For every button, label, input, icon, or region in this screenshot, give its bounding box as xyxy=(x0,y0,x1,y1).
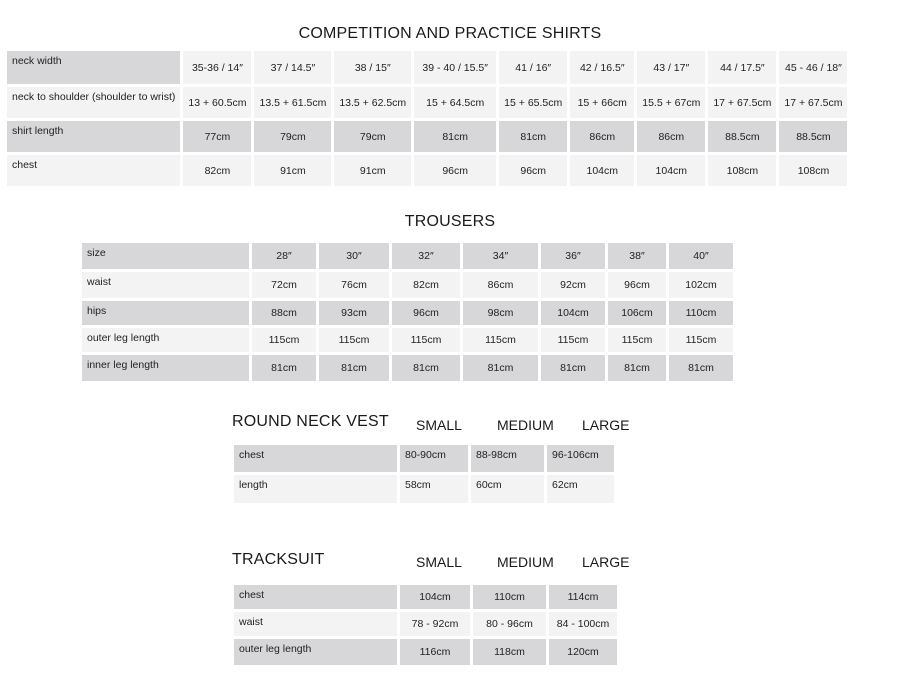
table-cell: 62cm xyxy=(547,475,614,503)
table-cell: 104cm xyxy=(570,155,634,186)
tracksuit-size-small: SMALL xyxy=(416,554,462,570)
table-row xyxy=(7,87,847,118)
table-cell: 13.5 + 61.5cm xyxy=(254,87,331,118)
row-label: chest xyxy=(234,445,397,472)
row-label: hips xyxy=(82,301,249,325)
trousers-table xyxy=(79,240,736,384)
table-cell: 81cm xyxy=(669,355,733,381)
table-cell: 81cm xyxy=(414,121,496,152)
table-cell: 115cm xyxy=(608,328,666,352)
table-cell: 15.5 + 67cm xyxy=(637,87,705,118)
table-cell: 115cm xyxy=(463,328,538,352)
table-cell: 104cm xyxy=(637,155,705,186)
table-cell: 81cm xyxy=(541,355,605,381)
table-cell: 91cm xyxy=(334,155,411,186)
table-row xyxy=(234,585,617,609)
vest-size-medium: MEDIUM xyxy=(497,417,554,433)
table-cell: 42 / 16.5″ xyxy=(570,51,634,84)
table-cell: 88.5cm xyxy=(779,121,847,152)
row-label: chest xyxy=(7,155,180,186)
table-row xyxy=(82,328,733,352)
table-cell: 120cm xyxy=(549,639,617,665)
row-label: size xyxy=(82,243,249,269)
table-cell: 93cm xyxy=(319,301,389,325)
table-cell: 15 + 65.5cm xyxy=(499,87,567,118)
table-cell: 81cm xyxy=(608,355,666,381)
table-cell: 110cm xyxy=(473,585,546,609)
shirts-table xyxy=(4,48,850,189)
table-cell: 82cm xyxy=(183,155,251,186)
table-row xyxy=(82,301,733,325)
table-cell: 96cm xyxy=(499,155,567,186)
table-row xyxy=(234,445,614,472)
table-cell: 28″ xyxy=(252,243,316,269)
table-cell: 116cm xyxy=(400,639,470,665)
tracksuit-size-large: LARGE xyxy=(582,554,630,570)
table-cell: 78 - 92cm xyxy=(400,612,470,636)
table-cell: 114cm xyxy=(549,585,617,609)
table-cell: 15 + 66cm xyxy=(570,87,634,118)
table-cell: 43 / 17″ xyxy=(637,51,705,84)
shirts-title: COMPETITION AND PRACTICE SHIRTS xyxy=(298,25,602,42)
vest-size-small: SMALL xyxy=(416,417,462,433)
table-cell: 81cm xyxy=(463,355,538,381)
table-cell: 13.5 + 62.5cm xyxy=(334,87,411,118)
table-cell: 88.5cm xyxy=(708,121,776,152)
table-cell: 106cm xyxy=(608,301,666,325)
table-cell: 37 / 14.5″ xyxy=(254,51,331,84)
table-cell: 72cm xyxy=(252,272,316,298)
table-cell: 91cm xyxy=(254,155,331,186)
table-row xyxy=(82,243,733,269)
table-row xyxy=(234,612,617,636)
table-cell: 102cm xyxy=(669,272,733,298)
table-cell: 96cm xyxy=(414,155,496,186)
row-label: chest xyxy=(234,585,397,609)
table-cell: 98cm xyxy=(463,301,538,325)
table-cell: 36″ xyxy=(541,243,605,269)
row-label: inner leg length xyxy=(82,355,249,381)
table-row xyxy=(7,155,847,186)
table-cell: 76cm xyxy=(319,272,389,298)
table-cell: 40″ xyxy=(669,243,733,269)
table-cell: 84 - 100cm xyxy=(549,612,617,636)
table-cell: 79cm xyxy=(254,121,331,152)
table-row xyxy=(234,639,617,665)
table-cell: 108cm xyxy=(708,155,776,186)
table-cell: 96-106cm xyxy=(547,445,614,472)
table-cell: 104cm xyxy=(400,585,470,609)
table-cell: 38 / 15″ xyxy=(334,51,411,84)
table-cell: 115cm xyxy=(392,328,460,352)
table-cell: 104cm xyxy=(541,301,605,325)
table-row xyxy=(82,355,733,381)
table-cell: 17 + 67.5cm xyxy=(708,87,776,118)
table-cell: 35-36 / 14″ xyxy=(183,51,251,84)
table-cell: 115cm xyxy=(541,328,605,352)
table-cell: 86cm xyxy=(463,272,538,298)
trousers-title: TROUSERS xyxy=(404,213,496,230)
table-cell: 79cm xyxy=(334,121,411,152)
table-cell: 108cm xyxy=(779,155,847,186)
table-cell: 81cm xyxy=(499,121,567,152)
tracksuit-title: TRACKSUIT xyxy=(232,551,325,568)
table-cell: 77cm xyxy=(183,121,251,152)
row-label: length xyxy=(234,475,397,503)
row-label: waist xyxy=(234,612,397,636)
vest-table xyxy=(231,442,617,506)
table-cell: 60cm xyxy=(471,475,544,503)
table-row xyxy=(7,51,847,84)
table-cell: 110cm xyxy=(669,301,733,325)
row-label: outer leg length xyxy=(234,639,397,665)
table-cell: 44 / 17.5″ xyxy=(708,51,776,84)
row-label: neck to shoulder (shoulder to wrist) xyxy=(7,87,180,118)
vest-title: ROUND NECK VEST xyxy=(232,413,389,430)
tracksuit-table xyxy=(231,582,620,668)
table-cell: 32″ xyxy=(392,243,460,269)
table-row xyxy=(234,475,614,503)
tracksuit-size-medium: MEDIUM xyxy=(497,554,554,570)
vest-size-large: LARGE xyxy=(582,417,630,433)
table-cell: 86cm xyxy=(570,121,634,152)
table-cell: 41 / 16″ xyxy=(499,51,567,84)
table-cell: 34″ xyxy=(463,243,538,269)
table-cell: 115cm xyxy=(252,328,316,352)
table-cell: 58cm xyxy=(400,475,468,503)
table-cell: 38″ xyxy=(608,243,666,269)
row-label: neck width xyxy=(7,51,180,84)
row-label: outer leg length xyxy=(82,328,249,352)
table-cell: 118cm xyxy=(473,639,546,665)
table-cell: 81cm xyxy=(319,355,389,381)
table-cell: 92cm xyxy=(541,272,605,298)
table-cell: 115cm xyxy=(319,328,389,352)
row-label: waist xyxy=(82,272,249,298)
table-cell: 80 - 96cm xyxy=(473,612,546,636)
table-cell: 88cm xyxy=(252,301,316,325)
table-row xyxy=(7,121,847,152)
table-cell: 39 - 40 / 15.5″ xyxy=(414,51,496,84)
table-cell: 96cm xyxy=(392,301,460,325)
table-cell: 82cm xyxy=(392,272,460,298)
table-cell: 86cm xyxy=(637,121,705,152)
table-cell: 81cm xyxy=(252,355,316,381)
table-cell: 15 + 64.5cm xyxy=(414,87,496,118)
table-cell: 80-90cm xyxy=(400,445,468,472)
table-cell: 30″ xyxy=(319,243,389,269)
table-cell: 88-98cm xyxy=(471,445,544,472)
table-cell: 96cm xyxy=(608,272,666,298)
table-row xyxy=(82,272,733,298)
table-cell: 115cm xyxy=(669,328,733,352)
table-cell: 81cm xyxy=(392,355,460,381)
table-cell: 17 + 67.5cm xyxy=(779,87,847,118)
row-label: shirt length xyxy=(7,121,180,152)
table-cell: 13 + 60.5cm xyxy=(183,87,251,118)
table-cell: 45 - 46 / 18″ xyxy=(779,51,847,84)
